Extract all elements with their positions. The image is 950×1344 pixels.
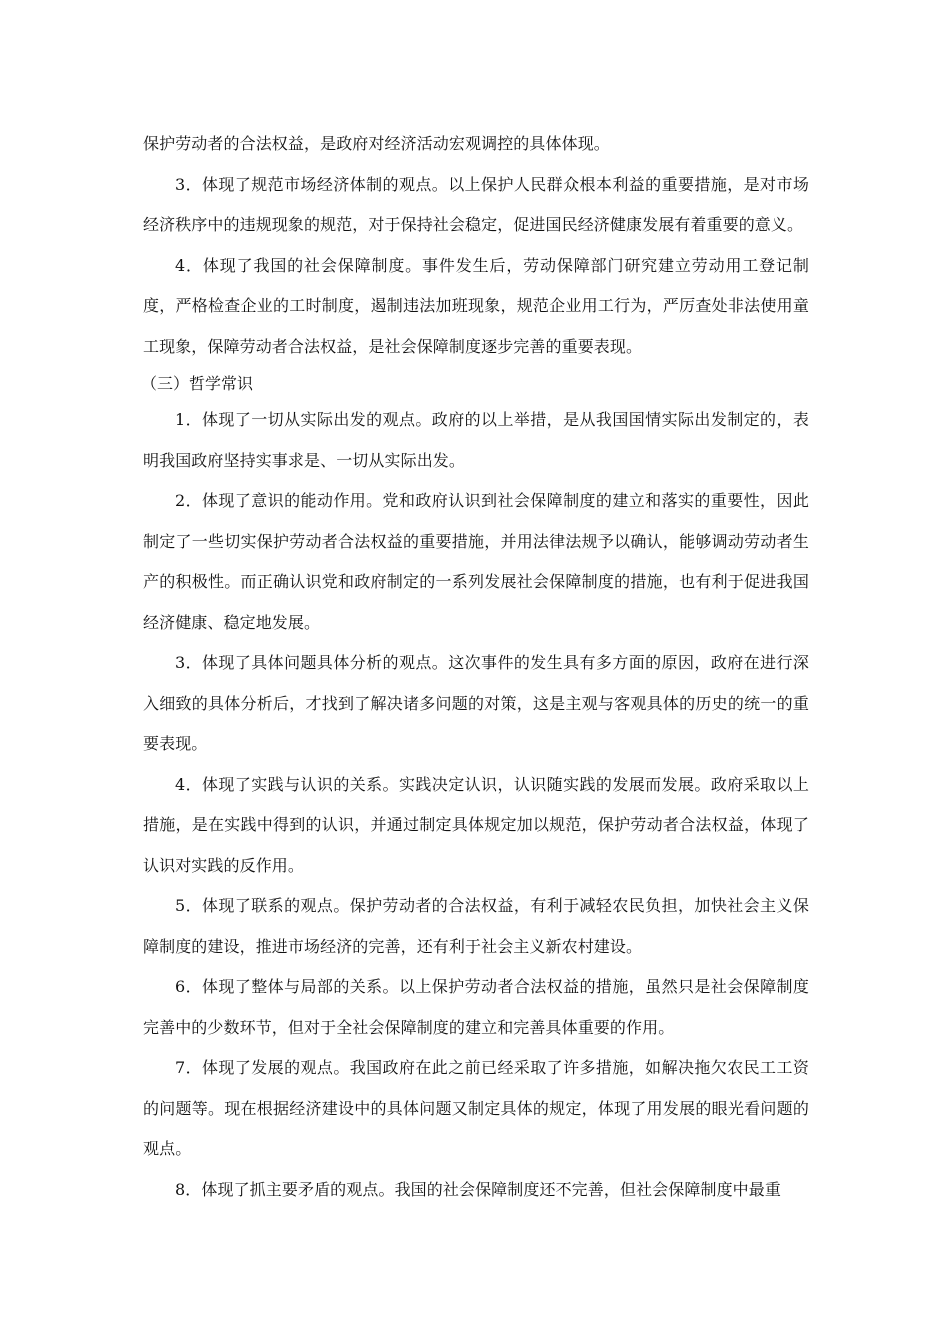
section-heading-philosophy: （三）哲学常识: [141, 374, 254, 393]
document-page: [143, 124, 809, 1210]
paragraph-point-3-market-economy: 3．体现了规范市场经济体制的观点。以上保护人民群众根本利益的重要措施，是对市场经济秩序中的违规现象的规范，对于保持社会稳定，促进国民经济健康发展有着重要的意义。: [143, 174, 809, 234]
paragraph-philosophy-5: 5．体现了联系的观点。保护劳动者的合法权益，有利于减轻农民负担，加快社会主义保障制度的建设，推进市场经济的完善，还有利于社会主义新农村建设。: [143, 896, 809, 956]
paragraph-philosophy-1: 1．体现了一切从实际出发的观点。政府的以上举措，是从我国国情实际出发制定的，表明我国政府坚持实事求是、一切从实际出发。: [143, 410, 809, 470]
paragraph-philosophy-7: 7．体现了发展的观点。我国政府在此之前已经采取了许多措施，如解决拖欠农民工工资的问题等。现在根据经济建设中的具体问题又制定具体的规定，体现了用发展的眼光看问题的观点。: [143, 1058, 809, 1158]
paragraph-point-4-social-security: 4．体现了我国的社会保障制度。事件发生后，劳动保障部门研究建立劳动用工登记制度，严格检查企业的工时制度，遏制违法加班现象，规范企业用工行为，严厉查处非法使用童工现象，保障劳动者合法权益，是社会保障制度逐步完善的重要表现。: [143, 255, 809, 356]
paragraph-philosophy-2: 2．体现了意识的能动作用。党和政府认识到社会保障制度的建立和落实的重要性，因此制定了一些切实保护劳动者合法权益的重要措施，并用法律法规予以确认，能够调动劳动者生产的积极性。而正确认识党和政府制定的一系列发展社会保障制度的措施，也有利于促进我国经济健康、稳定地发展。: [143, 491, 809, 632]
paragraph-continuation: 保护劳动者的合法权益，是政府对经济活动宏观调控的具体体现。: [143, 134, 610, 153]
paragraph-philosophy-6: 6．体现了整体与局部的关系。以上保护劳动者合法权益的措施，虽然只是社会保障制度完善中的少数环节，但对于全社会保障制度的建立和完善具体重要的作用。: [143, 977, 809, 1037]
paragraph-philosophy-4: 4．体现了实践与认识的关系。实践决定认识，认识随实践的发展而发展。政府采取以上措施，是在实践中得到的认识，并通过制定具体规定加以规范，保护劳动者合法权益，体现了认识对实践的反作用。: [143, 774, 809, 875]
paragraph-philosophy-3: 3．体现了具体问题具体分析的观点。这次事件的发生具有多方面的原因，政府在进行深入细致的具体分析后，才找到了解决诸多问题的对策，这是主观与客观具体的历史的统一的重要表现。: [143, 653, 809, 753]
paragraph-philosophy-8: 8．体现了抓主要矛盾的观点。我国的社会保障制度还不完善，但社会保障制度中最重: [175, 1179, 781, 1199]
